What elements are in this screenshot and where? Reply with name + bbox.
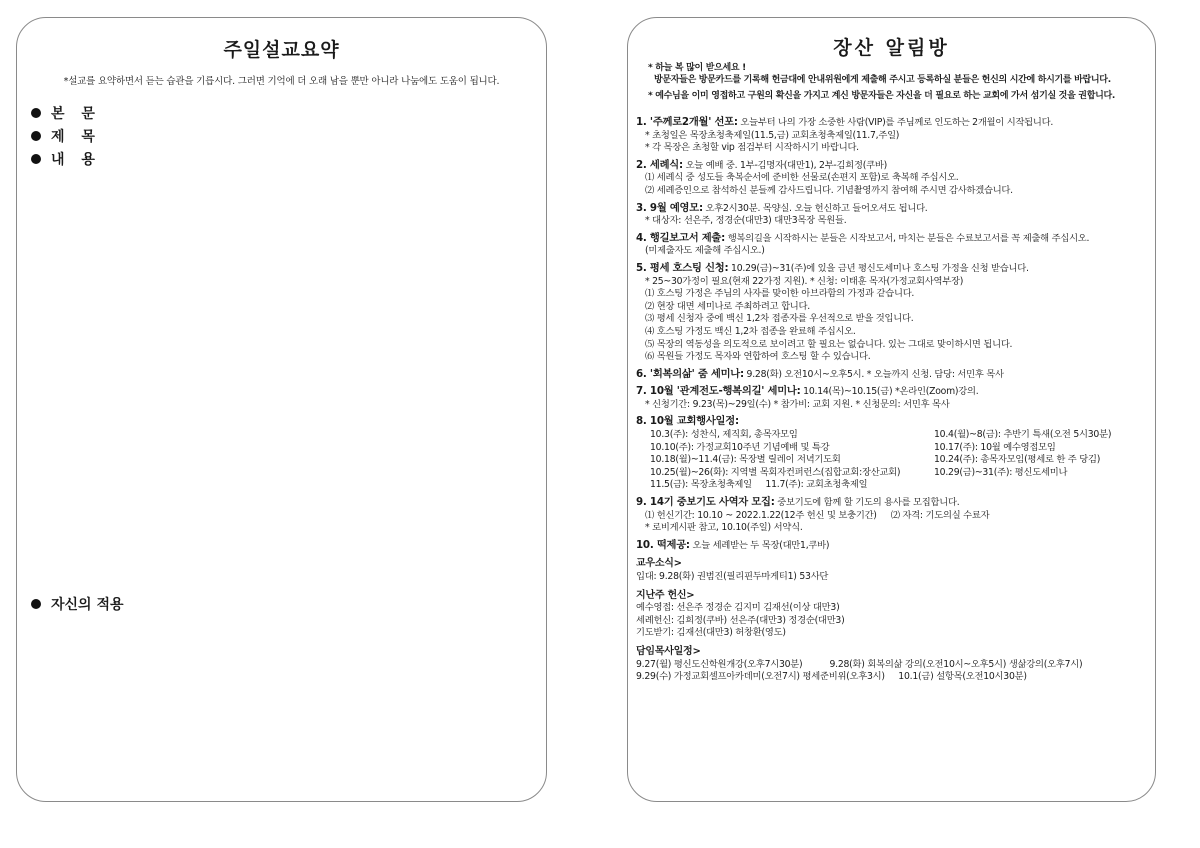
item-sub: * 신청기간: 9.23(목)~29일(수) * 참가비: 교회 지원. * 신청문의: 서민후 목사 — [645, 398, 950, 410]
announcements-panel — [627, 17, 1156, 802]
item-text: 오후2시30분. 목양실. 오늘 헌신하고 들어오셔도 됩니다. — [702, 202, 928, 214]
item-heading: 8. 10월 교회행사일정: — [636, 415, 739, 428]
bullet-dot-icon — [31, 108, 41, 118]
bullet-label: 본 문 — [51, 106, 101, 122]
bullet-title — [31, 126, 101, 146]
announcement-item — [636, 262, 1147, 364]
sermon-summary-instruction: *설교를 요약하면서 듣는 습관을 기릅시다. 그러면 기억에 더 오래 남을 뿐만 아니라 나눔에도 도움이 됩니다. — [63, 76, 500, 87]
announcements-title: 장산 알림방 — [833, 37, 950, 59]
bullet-label: 제 목 — [51, 129, 101, 145]
item-heading: 4. 행길보고서 제출: — [636, 231, 725, 244]
announcement-item — [636, 202, 1147, 228]
item-heading: 3. 9월 예영모: — [636, 201, 703, 214]
item-heading: 5. 평세 호스팅 신청: — [636, 261, 729, 274]
item-heading: 10. 떡제공: — [636, 538, 690, 551]
item-text: 오늘 세례받는 두 목장(대만1,쿠바) — [689, 539, 830, 551]
item-sub: ⑸ 목장의 역동성을 의도적으로 보이려고 할 필요는 없습니다. 있는 그대로 맞이하시면 됩니다. — [645, 338, 1013, 350]
schedule-cell: 10.3(주): 성찬식, 제직회, 총목자모임 — [650, 429, 798, 441]
announcement-item — [636, 159, 1147, 198]
item-text: 10.29(금)~31(주)에 있을 금년 평신도세미나 호스팅 가정을 신청 받습니다. — [728, 262, 1029, 274]
item-text: 9.28(화) 오전10시~오후5시. * 오늘까지 신청. 담당: 서민후 목사 — [743, 368, 1004, 380]
last-week-service-heading: 지난주 헌신> — [636, 589, 695, 601]
item-sub — [636, 510, 1147, 523]
schedule-row — [636, 429, 1147, 442]
item-sub: ⑶ 평세 신청자 중에 백신 1,2차 접종자를 우선적으로 받을 것입니다. — [645, 313, 914, 325]
schedule-cell: 10.29(금)~31(주): 평신도세미나 — [934, 466, 1068, 478]
item-sub: * 대상자: 선은주, 정경순(대만3) 대만3목장 목원들. — [645, 215, 847, 227]
item-sub: (미제출자도 제출해 주십시오.) — [645, 245, 765, 257]
service-line: 기도받기: 김재선(대만3) 허창환(영도) — [636, 627, 786, 639]
item-heading: 6. '회복의삶' 줌 세미나: — [636, 367, 744, 380]
announcement-item — [636, 116, 1147, 155]
item-sub: * 각 목장은 초청할 vip 점검부터 시작하시기 바랍니다. — [645, 142, 859, 154]
schedule-cell: 10.25(월)~26(화): 지역별 목회자컨퍼런스(집합교회:장산교회) — [650, 466, 901, 478]
member-news-line: 입대: 9.28(화) 권범진(필리핀두마게티1) 53사단 — [636, 571, 829, 582]
pastor-schedule-heading: 담임목사일정> — [636, 645, 701, 657]
schedule-cell: 10.18(월)~11.4(금): 목장별 릴레이 저녁기도회 — [650, 454, 841, 466]
announcement-item — [636, 385, 1147, 411]
item-heading: 7. 10월 '관계전도-행복의길' 세미나: — [636, 385, 801, 398]
visitor-church-notice: * 예수님을 이미 영접하고 구원의 확신을 가지고 계신 방문자들은 자신을 더 필요로 하는 교회에 가서 섬기실 것을 권합니다. — [648, 91, 1116, 101]
schedule-row — [636, 442, 1147, 455]
sermon-summary-title: 주일설교요약 — [223, 39, 340, 61]
item-sub: * 로비게시판 참고, 10.10(주일) 서약식. — [645, 522, 803, 534]
schedule-cell: 11.5(금): 목장초청축제일 11.7(주): 교회초청축제일 — [650, 479, 868, 491]
item-sub: ⑵ 세례증인으로 참석하신 분들께 감사드립니다. 기념촬영까지 참여해 주시면 감사하겠습니다. — [645, 184, 1013, 196]
item-sub: ⑵ 현장 대면 세미나로 주최하려고 합니다. — [645, 300, 810, 312]
announcement-item — [636, 496, 1147, 535]
visitor-notice: 방문자들은 방문카드를 기록해 헌금대에 안내위원에게 제출해 주시고 등록하실 분들은 헌신의 시간에 하시기를 바랍니다. — [654, 75, 1111, 85]
bullet-scripture — [31, 103, 101, 123]
item-sub: ⑹ 목원들 가정도 목자와 연합하여 호스팅 할 수 있습니다. — [645, 351, 871, 363]
bullet-dot-icon — [31, 154, 41, 164]
item-text: 중보기도에 함께 할 기도의 용사를 모집합니다. — [774, 497, 960, 509]
bullet-dot-icon — [31, 599, 41, 609]
service-line: 예수영접: 선은주 정경순 김지미 김재선(이상 대만3) — [636, 602, 840, 614]
schedule-cell: 10.24(주): 총목자모임(평세로 한 주 당김) — [934, 454, 1101, 466]
schedule-cell: 10.10(주): 가정교회10주년 기념예배 및 특강 — [650, 441, 830, 453]
bullet-dot-icon — [31, 131, 41, 141]
greeting-notice: * 하늘 복 많이 받으세요 ! — [648, 63, 746, 73]
announcement-item — [636, 368, 1147, 382]
schedule-cell: 10.4(월)~8(금): 추반기 특새(오전 5시30분) — [934, 429, 1112, 441]
item-sub-part: ⑵ 자격: 기도의실 수료자 — [890, 509, 990, 521]
bullet-label: 내 용 — [51, 152, 101, 168]
item-text: 오늘 예배 중. 1부-김명자(대만1), 2부-김희정(쿠바) — [682, 159, 887, 171]
pastor-schedule-line: 9.27(월) 평신도신학원개강(오후7시30분) 9.28(화) 회복의삶 강의(오전10시~오후5시) 생삶강의(오후7시) — [636, 658, 1083, 670]
schedule-row — [636, 467, 1147, 480]
announcement-item — [636, 232, 1147, 258]
item-sub: * 초청일은 목장초청축제일(11.5,금) 교회초청축제일(11.7,주일) — [645, 129, 900, 141]
pastor-schedule-line: 9.29(수) 가정교회셀프아카데미(오전7시) 평세준비위(오후3시) 10.1(금) 설항목(오전10시30분) — [636, 671, 1027, 683]
item-heading: 2. 세례식: — [636, 158, 683, 171]
item-sub: * 25~30가정이 필요(현재 22가정 지원). * 신청: 이태훈 목자(가정교회사역부장) — [645, 275, 964, 287]
bullet-label: 자신의 적용 — [51, 597, 124, 613]
announcement-item — [636, 539, 1147, 553]
item-text: 오늘부터 나의 가장 소중한 사람(VIP)를 주님께로 인도하는 2개월이 시작됩니다. — [737, 117, 1054, 128]
schedule-row — [636, 454, 1147, 467]
sermon-summary-panel — [16, 17, 547, 802]
item-heading: 9. 14기 중보기도 사역자 모집: — [636, 496, 775, 509]
announcement-list — [636, 116, 1147, 684]
item-sub: ⑴ 세례식 중 성도들 축복순서에 준비한 선물로(손편지 포함)로 축복해 주십시오. — [645, 172, 959, 184]
item-heading: 1. '주께로2개월' 선포: — [636, 116, 738, 128]
schedule-cell: 10.17(주): 10월 예수영접모임 — [934, 441, 1056, 453]
event-schedule — [636, 415, 1147, 492]
item-sub-part: ⑴ 헌신기간: 10.10 ~ 2022.1.22(12주 헌신 및 보충기간) — [645, 509, 877, 521]
item-sub: ⑴ 호스팅 가정은 주님의 사자를 맞이한 아브라함의 가정과 같습니다. — [645, 288, 915, 300]
service-line: 세례헌신: 김희정(쿠바) 선은주(대만3) 정경순(대만3) — [636, 614, 845, 626]
item-text: 행복의길을 시작하시는 분들은 시작보고서, 마치는 분들은 수료보고서를 꼭 제출해 주십시오. — [725, 232, 1090, 244]
bullet-content — [31, 149, 101, 169]
member-news-heading: 교우소식> — [636, 558, 682, 570]
item-text: 10.14(목)~10.15(금) *온라인(Zoom)강의. — [800, 386, 979, 398]
bullet-application — [31, 594, 124, 614]
item-sub: ⑷ 호스팅 가정도 백신 1,2차 접종을 완료해 주십시오. — [645, 325, 856, 337]
schedule-row — [636, 479, 1147, 492]
